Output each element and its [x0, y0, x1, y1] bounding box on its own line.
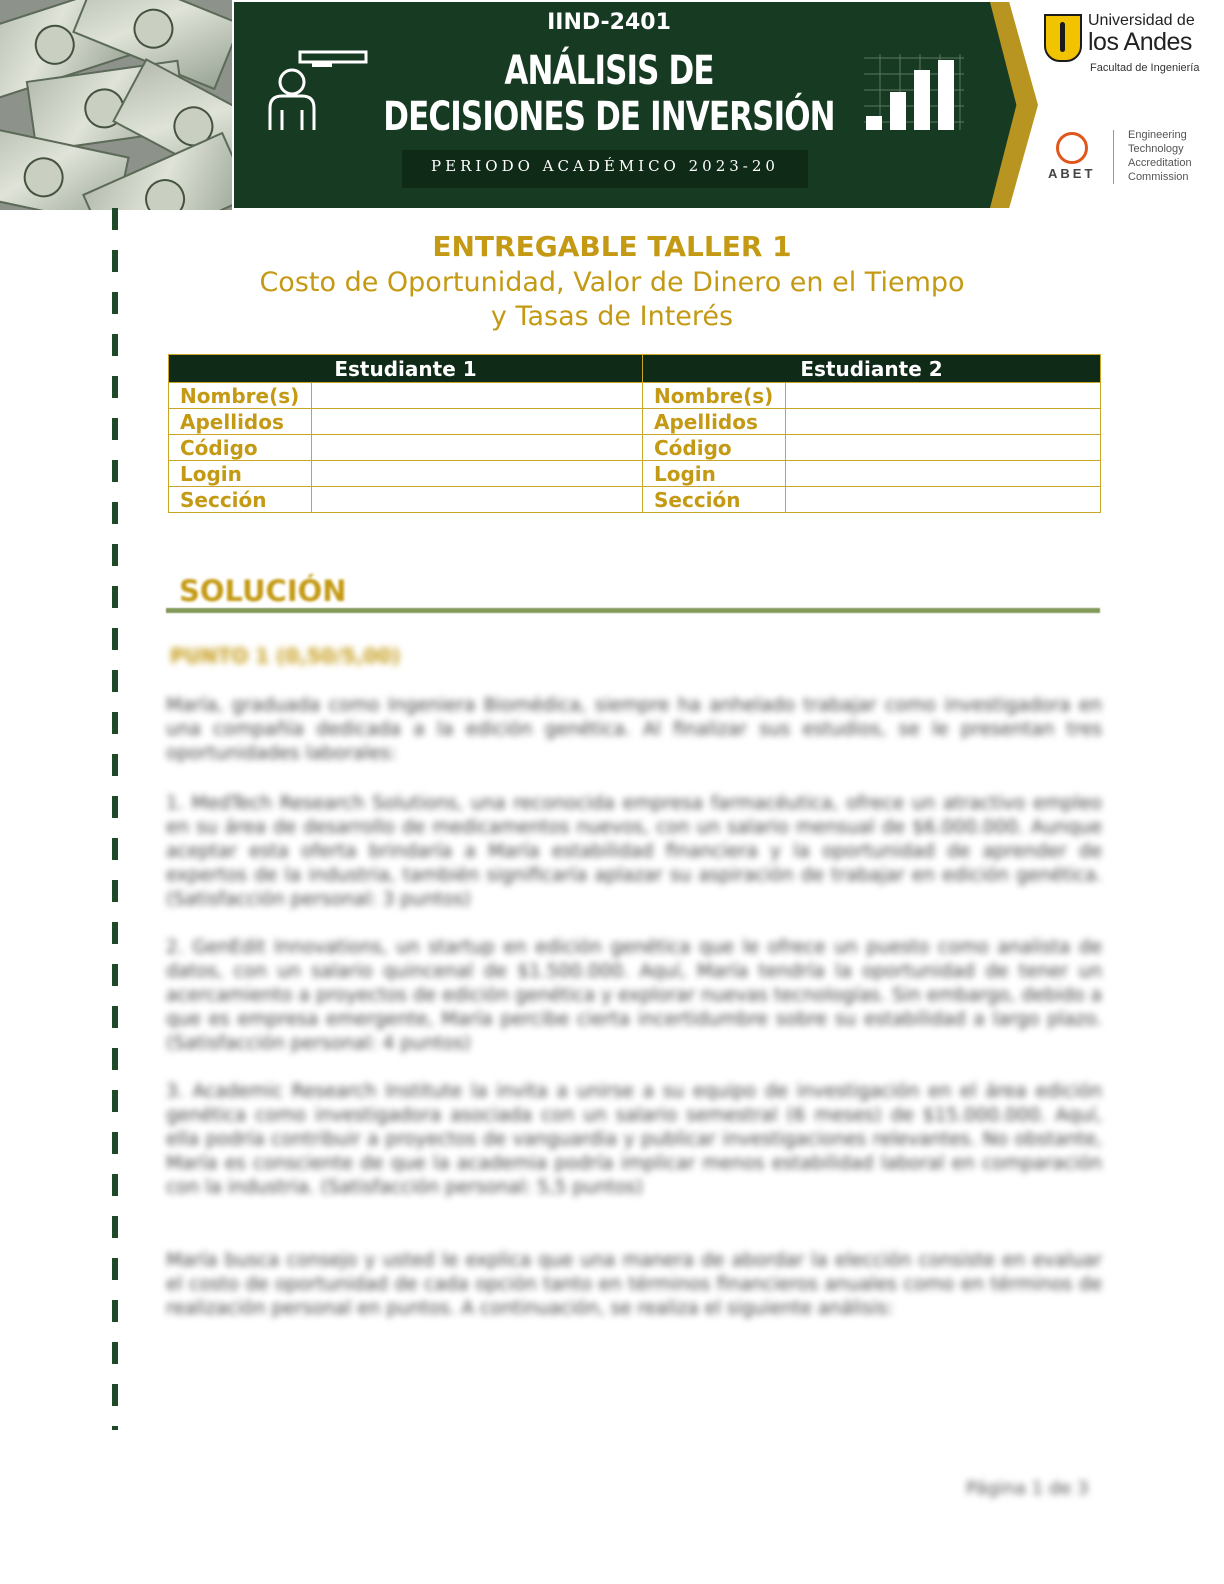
students-table — [168, 354, 1101, 513]
student-2-section-field[interactable] — [786, 487, 1101, 513]
table-row — [169, 487, 1101, 513]
solution-divider — [166, 608, 1100, 613]
bar-chart-icon — [860, 52, 970, 136]
row-label: Código — [643, 435, 786, 461]
course-title-line2: DECISIONES DE INVERSIÓN — [383, 94, 835, 140]
course-code: IIND-2401 — [547, 10, 671, 35]
row-label: Login — [643, 461, 786, 487]
page-number: Página 1 de 3 — [966, 1478, 1089, 1499]
course-title-line1: ANÁLISIS DE — [504, 48, 714, 94]
abet-label: ABET — [1048, 166, 1096, 181]
course-title — [287, 48, 932, 140]
student-2-code-field[interactable] — [786, 435, 1101, 461]
row-label: Login — [169, 461, 312, 487]
point-heading: PUNTO 1 (0,50/5,00) — [170, 644, 401, 668]
row-label: Nombre(s) — [643, 383, 786, 409]
student-1-header: Estudiante 1 — [169, 355, 643, 383]
document-title: ENTREGABLE TALLER 1 — [432, 230, 792, 263]
solution-heading: SOLUCIÓN — [179, 574, 347, 608]
university-name-line1: Universidad de — [1088, 12, 1195, 29]
abet-desc-line: Technology — [1128, 143, 1184, 155]
student-2-login-field[interactable] — [786, 461, 1101, 487]
uandes-crest-icon — [1044, 14, 1082, 62]
abet-divider — [1113, 130, 1114, 184]
row-label: Nombre(s) — [169, 383, 312, 409]
course-banner — [0, 0, 1224, 212]
table-row — [169, 461, 1101, 487]
table-row — [169, 409, 1101, 435]
student-2-surname-field[interactable] — [786, 409, 1101, 435]
paragraph: María, graduada como Ingeniera Biomédica, siempre ha anhelado trabajar como investigadora en una compañía dedicada a la edición genética. Al finalizar sus estudios, se le presentan tres oportunidades laborales: — [166, 695, 1102, 764]
student-1-code-field[interactable] — [312, 435, 643, 461]
student-1-name-field[interactable] — [312, 383, 643, 409]
academic-period: PERIODO ACADÉMICO 2023-20 — [431, 157, 779, 175]
abet-desc-line: Commission — [1128, 171, 1189, 183]
student-1-login-field[interactable] — [312, 461, 643, 487]
paragraph: María busca consejo y usted le explica que una manera de abordar la elección consiste en evaluar el costo de oportunidad de cada opción tanto en términos financieros anuales como en términos de realización personal en puntos. A continuación, se realiza el siguiente análisis: — [166, 1250, 1102, 1319]
abet-desc-line: Engineering — [1128, 129, 1187, 141]
faculty-name: Facultad de Ingeniería — [1090, 62, 1200, 74]
money-photo — [0, 0, 232, 210]
document-subtitle — [250, 266, 974, 334]
left-dashed-rule — [112, 208, 118, 1430]
uandes-logo — [1040, 12, 1210, 82]
subtitle-line1: Costo de Oportunidad, Valor de Dinero en el Tiempo — [259, 267, 965, 298]
row-label: Apellidos — [169, 409, 312, 435]
row-label: Código — [169, 435, 312, 461]
table-row — [169, 435, 1101, 461]
student-1-surname-field[interactable] — [312, 409, 643, 435]
paragraph: 3. Academic Research Institute la invita a unirse a su equipo de investigación en el área edición genética como investigadora asociada con un salario semestral (6 meses) de $15.000.000. Aquí, ella podría contribuir a proyectos de vanguardia y publicar investigaciones relevantes. No obstante, María es consciente de que la academia podría implicar menos estabilidad laboral en comparación con la industria. (Satisfacción personal: 5,5 puntos) — [166, 1081, 1102, 1198]
subtitle-line2: y Tasas de Interés — [490, 301, 734, 332]
abet-description — [1128, 128, 1192, 184]
row-label: Sección — [169, 487, 312, 513]
student-1-section-field[interactable] — [312, 487, 643, 513]
student-2-name-field[interactable] — [786, 383, 1101, 409]
student-2-header: Estudiante 2 — [643, 355, 1101, 383]
row-label: Sección — [643, 487, 786, 513]
table-row — [169, 383, 1101, 409]
university-name-line2: los Andes — [1088, 28, 1192, 56]
paragraph: 1. MedTech Research Solutions, una reconocida empresa farmacéutica, ofrece un atractivo empleo en su área de desarrollo de medicamentos nuevos, con un salario mensual de $6.000.000. Aunque aceptar esta oferta brindaría a María estabilidad financiera y la oportunidad de aprender de expertos de la industria, también significaría aplazar su aspiración de trabajar en edición genética. (Satisfacción personal: 3 puntos) — [166, 793, 1102, 910]
paragraph: 2. GenEdit Innovations, un startup en edición genética que le ofrece un puesto como analista de datos, con un salario quincenal de $1.500.000. Aquí, María tendría la oportunidad de tener un acercamiento a proyectos de edición genética y explorar nuevas tecnologías. Sin embargo, debido a que es empresa emergente, María percibe cierta incertidumbre sobre su estabilidad a largo plazo. (Satisfacción personal: 4 puntos) — [166, 937, 1102, 1054]
abet-desc-line: Accreditation — [1128, 157, 1192, 169]
row-label: Apellidos — [643, 409, 786, 435]
abet-ring-icon — [1056, 132, 1088, 164]
